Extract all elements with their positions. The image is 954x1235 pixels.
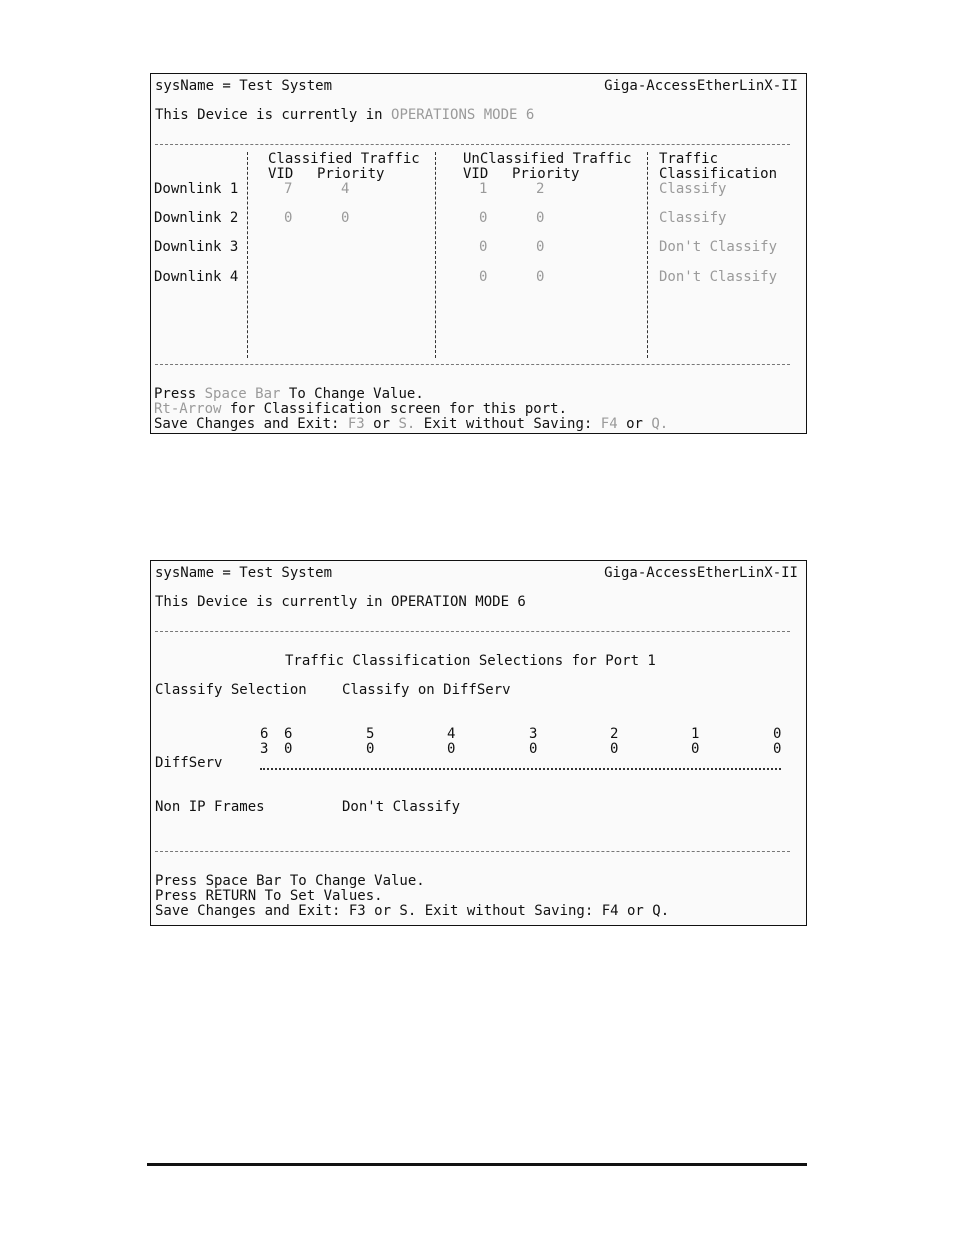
separator-top xyxy=(155,144,790,145)
rt-arrow-key: Rt-Arrow xyxy=(154,401,222,417)
column-separator-1 xyxy=(247,152,248,358)
scale-bottom-4: 0 xyxy=(529,741,538,757)
classified-vid-2[interactable]: 0 xyxy=(284,210,293,226)
page-heading: Traffic Classification Selections for Port 1 xyxy=(285,653,656,669)
mode-line-2: This Device is currently in OPERATION MODE 6 xyxy=(155,594,526,610)
help-line-1 xyxy=(154,387,424,402)
scale-top-1: 6 xyxy=(284,726,293,742)
scale-bottom-6: 0 xyxy=(691,741,700,757)
page-footer-rule xyxy=(147,1163,807,1166)
help-line-2 xyxy=(154,402,567,417)
help3-a: Save Changes and Exit: xyxy=(154,416,340,432)
unclassified-priority-4[interactable]: 0 xyxy=(536,269,545,285)
column-separator-3 xyxy=(647,152,648,358)
product-name: Giga-AccessEtherLinX-II xyxy=(604,78,798,94)
scale-top-2: 5 xyxy=(366,726,375,742)
product-name-2: Giga-AccessEtherLinX-II xyxy=(604,565,798,581)
help1-a: Press xyxy=(154,386,197,402)
non-ip-frames-label: Non IP Frames xyxy=(155,799,265,815)
scale-bottom-5: 0 xyxy=(610,741,619,757)
classification-value-1[interactable]: Classify xyxy=(659,181,727,197)
row-label-downlink-1: Downlink 1 xyxy=(154,181,239,197)
scale-bottom-7: 0 xyxy=(773,741,782,757)
help3-c: or xyxy=(373,416,391,432)
scale-top-0: 6 xyxy=(260,726,269,742)
separator-bottom-2 xyxy=(155,851,790,852)
classify-selection-label: Classify Selection xyxy=(155,682,307,698)
scale-bottom-0: 3 xyxy=(260,741,269,757)
classification-screen-1 xyxy=(150,73,807,434)
scale-bottom-3: 0 xyxy=(447,741,456,757)
header-c-priority: Priority xyxy=(317,166,385,182)
header-c-vid: VID xyxy=(268,166,294,182)
help1-c: To Change Value. xyxy=(288,386,424,402)
unclassified-priority-2[interactable]: 0 xyxy=(536,210,545,226)
f4-key: F4 xyxy=(600,416,618,432)
q-key: Q. xyxy=(651,416,669,432)
row-label-downlink-2: Downlink 2 xyxy=(154,210,239,226)
classification-screen-2 xyxy=(150,560,807,926)
header-traffic: Traffic xyxy=(659,151,719,167)
scale-top-5: 2 xyxy=(610,726,619,742)
sysname-label-2: sysName = Test System xyxy=(155,565,333,581)
classification-value-4[interactable]: Don't Classify xyxy=(659,269,778,285)
help2-b: for Classification screen for this port. xyxy=(229,401,568,417)
sysname-label: sysName = Test System xyxy=(155,78,333,94)
help-line-2-1: Press Space Bar To Change Value. xyxy=(155,873,425,889)
mode-prefix: This Device is currently in xyxy=(155,107,383,123)
unclassified-vid-2[interactable]: 0 xyxy=(479,210,488,226)
classify-selection-value[interactable]: Classify on DiffServ xyxy=(342,682,511,698)
scale-bottom-2: 0 xyxy=(366,741,375,757)
help-line-2-2: Press RETURN To Set Values. xyxy=(155,888,383,904)
help-line-2-3: Save Changes and Exit: F3 or S. Exit without Saving: F4 or Q. xyxy=(155,903,670,919)
unclassified-vid-4[interactable]: 0 xyxy=(479,269,488,285)
classification-value-3[interactable]: Don't Classify xyxy=(659,239,778,255)
classified-priority-1[interactable]: 4 xyxy=(341,181,350,197)
unclassified-vid-1[interactable]: 1 xyxy=(479,181,488,197)
scale-bottom-1: 0 xyxy=(284,741,293,757)
separator-top-2 xyxy=(155,631,790,632)
help3-e: Exit without Saving: xyxy=(423,416,593,432)
help-line-3 xyxy=(154,417,668,432)
scale-top-6: 1 xyxy=(691,726,700,742)
classified-vid-1[interactable]: 7 xyxy=(284,181,293,197)
row-label-downlink-3: Downlink 3 xyxy=(154,239,239,255)
header-u-priority: Priority xyxy=(512,166,580,182)
header-u-vid: VID xyxy=(463,166,489,182)
unclassified-vid-3[interactable]: 0 xyxy=(479,239,488,255)
s-key: S. xyxy=(398,416,416,432)
separator-bottom xyxy=(155,364,790,365)
unclassified-priority-1[interactable]: 2 xyxy=(536,181,545,197)
help3-g: or xyxy=(626,416,643,432)
header-classified: Classified Traffic xyxy=(268,151,420,167)
unclassified-priority-3[interactable]: 0 xyxy=(536,239,545,255)
space-bar-key: Space Bar xyxy=(204,386,281,402)
non-ip-frames-value[interactable]: Don't Classify xyxy=(342,799,461,815)
diffserv-selector-line[interactable] xyxy=(260,768,781,770)
scale-top-4: 3 xyxy=(529,726,538,742)
scale-top-7: 0 xyxy=(773,726,782,742)
row-label-downlink-4: Downlink 4 xyxy=(154,269,239,285)
mode-line xyxy=(155,108,534,123)
f3-key: F3 xyxy=(347,416,365,432)
classification-value-2[interactable]: Classify xyxy=(659,210,727,226)
mode-value: OPERATIONS MODE 6 xyxy=(391,107,535,123)
header-unclassified: UnClassified Traffic xyxy=(463,151,632,167)
column-separator-2 xyxy=(435,152,436,358)
classified-priority-2[interactable]: 0 xyxy=(341,210,350,226)
header-classification: Classification xyxy=(659,166,778,182)
diffserv-label: DiffServ xyxy=(155,755,223,771)
scale-top-3: 4 xyxy=(447,726,456,742)
